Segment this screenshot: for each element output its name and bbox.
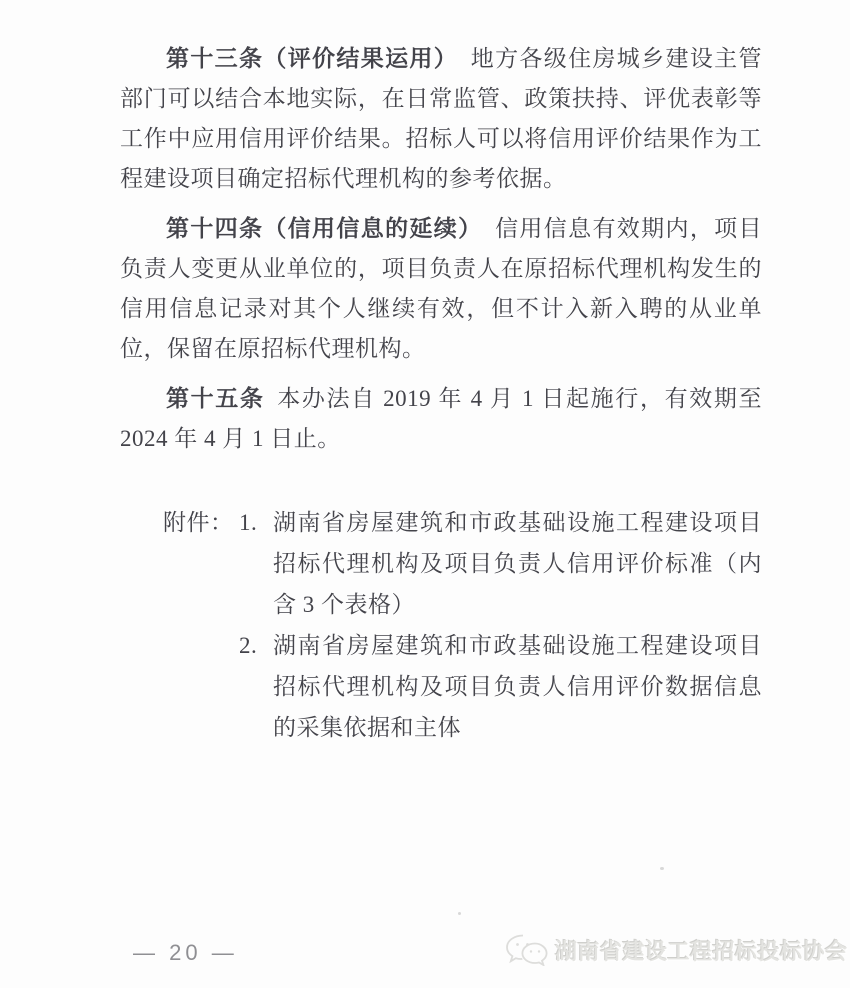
- article-13-text: 地方各级住房城乡建设主管部门可以结合本地实际，在日常监管、政策扶持、评优表彰等工作中应用信用评价结果。招标人可以将信用评价结果作为工程建设项目确定招标代理机构的参考依据。: [120, 46, 763, 191]
- wechat-logo-icon: [504, 934, 550, 966]
- watermark-text: 湖南省建设工程招标投标协会: [555, 938, 848, 964]
- association-watermark: [504, 934, 848, 966]
- scan-speck: [660, 867, 664, 870]
- article-14-heading: 第十四条（信用信息的延续）: [166, 216, 483, 241]
- attachment-item-2: [239, 625, 762, 748]
- attachment-item-1: [239, 502, 762, 625]
- attachment-1-number: 1.: [239, 510, 258, 535]
- article-13-heading: 第十三条（评价结果运用）: [166, 46, 459, 71]
- article-13-paragraph: [120, 39, 762, 199]
- article-14-paragraph: [120, 209, 762, 369]
- scan-speck: [458, 912, 461, 915]
- attachment-1-text: 湖南省房屋建筑和市政基础设施工程建设项目招标代理机构及项目负责人信用评价标准（内含 3 个表格）: [273, 510, 762, 617]
- article-15-heading: 第十五条: [166, 386, 265, 411]
- article-14-text: 信用信息有效期内，项目负责人变更从业单位的，项目负责人在原招标代理机构发生的信用信息记录对其个人继续有效，但不计入新入聘的从业单位，保留在原招标代理机构。: [120, 216, 763, 361]
- attachments-list: [239, 502, 762, 748]
- attachments-label: 附件：: [163, 510, 234, 535]
- page-number: — 20 —: [133, 940, 238, 965]
- article-15-paragraph: [120, 379, 762, 459]
- attachment-2-number: 2.: [239, 633, 258, 658]
- attachment-2-text: 湖南省房屋建筑和市政基础设施工程建设项目招标代理机构及项目负责人信用评价数据信息的采集依据和主体: [273, 633, 762, 740]
- article-15-text: 本办法自 2019 年 4 月 1 日起施行，有效期至 2024 年 4 月 1 日止。: [120, 386, 763, 451]
- document-body: [120, 39, 762, 748]
- attachments-section: [163, 502, 762, 748]
